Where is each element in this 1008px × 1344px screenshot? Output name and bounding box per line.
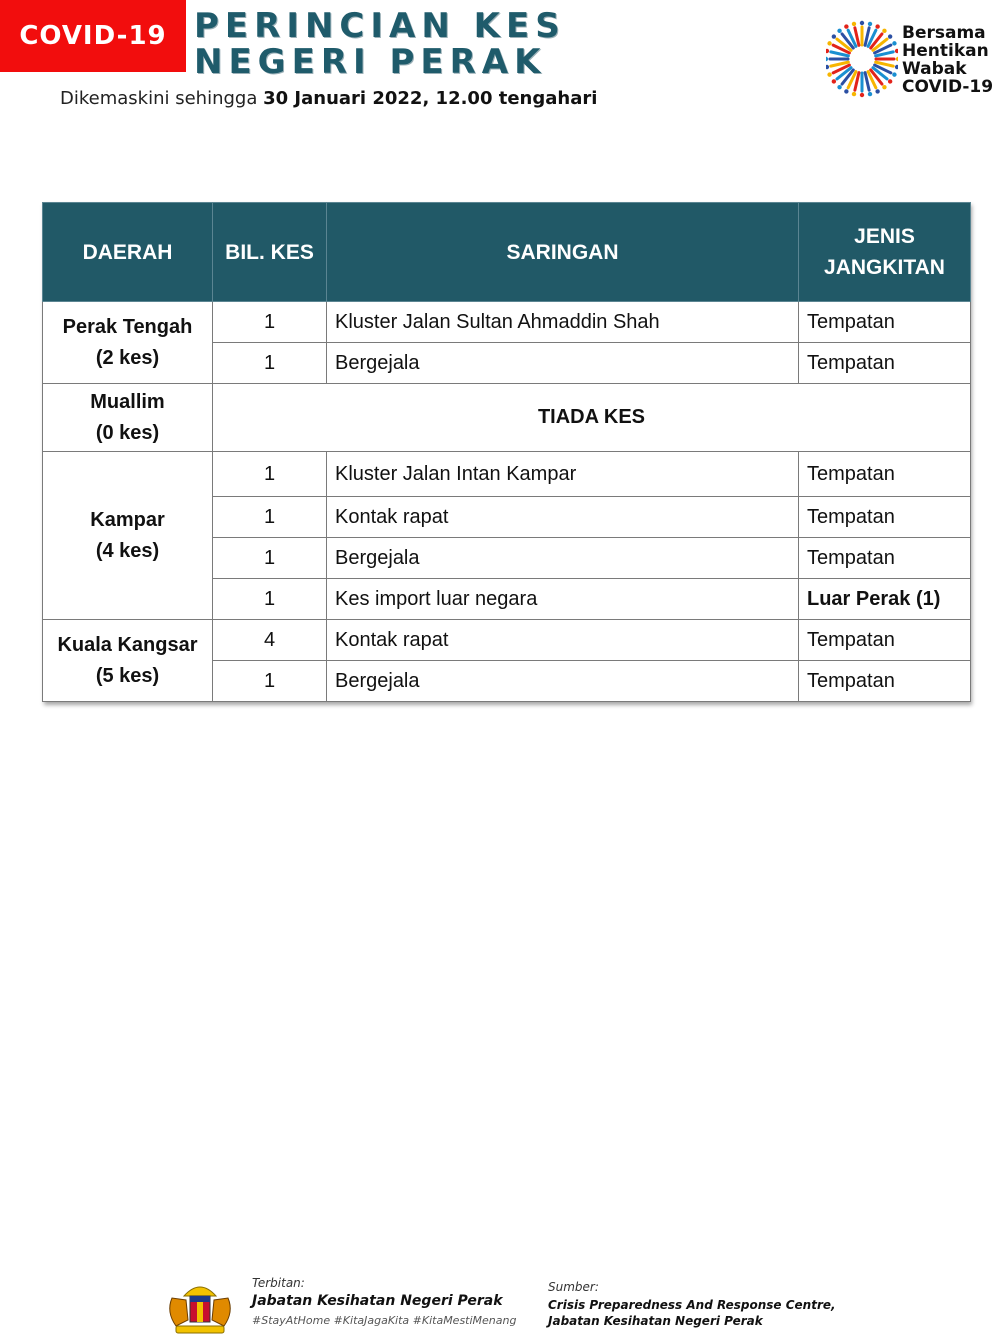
daerah-name: Kuala Kangsar	[57, 633, 198, 656]
terbitan-label: Terbitan:	[252, 1276, 305, 1290]
bil-kes-cell: 1	[213, 661, 327, 702]
page-title	[194, 8, 566, 80]
footer-hashtags: #StayAtHome #KitaJagaKita #KitaMestiMenang	[252, 1314, 517, 1327]
terbitan-org: Jabatan Kesihatan Negeri Perak	[252, 1293, 503, 1309]
daerah-kampar	[43, 452, 213, 620]
logo-line-1: Bersama	[902, 23, 986, 43]
update-subtitle	[60, 88, 597, 109]
saringan-cell: Kontak rapat	[327, 620, 799, 661]
jenis-cell: Tempatan	[799, 661, 971, 702]
case-table-container	[42, 202, 970, 702]
subtitle-date: 30 Januari 2022, 12.00 tengahari	[263, 88, 598, 109]
bil-kes-cell: 1	[213, 538, 327, 579]
daerah-muallim	[43, 384, 213, 452]
daerah-count: (2 kes)	[95, 346, 160, 369]
daerah-kuala-kangsar	[43, 620, 213, 702]
saringan-cell: Kluster Jalan Sultan Ahmaddin Shah	[327, 302, 799, 343]
bil-kes-cell: 1	[213, 579, 327, 620]
daerah-name: Kampar	[90, 508, 165, 531]
bersama-hentikan-logo	[826, 18, 996, 100]
logo-line-2: Hentikan	[902, 41, 989, 61]
case-table	[42, 202, 971, 702]
jenis-cell: Tempatan	[799, 497, 971, 538]
daerah-name: Perak Tengah	[62, 315, 193, 338]
table-row	[43, 302, 971, 343]
jenis-cell: Tempatan	[799, 538, 971, 579]
sumber-label: Sumber:	[548, 1280, 599, 1294]
subtitle-prefix: Dikemaskini sehingga	[60, 88, 264, 109]
jenis-cell: Tempatan	[799, 620, 971, 661]
bil-kes-cell: 1	[213, 452, 327, 497]
daerah-count: (5 kes)	[95, 664, 160, 687]
header-bil-kes: BIL. KES	[213, 203, 327, 302]
tiada-kes-cell: TIADA KES	[213, 384, 971, 452]
jenis-cell: Luar Perak (1)	[799, 579, 971, 620]
saringan-cell: Kontak rapat	[327, 497, 799, 538]
covid-badge: COVID-19	[0, 0, 186, 72]
jenis-cell: Tempatan	[799, 452, 971, 497]
footer-terbitan	[252, 1276, 516, 1327]
bil-kes-cell: 1	[213, 302, 327, 343]
title-line-1: PERINCIAN KES	[194, 6, 566, 46]
saringan-cell: Bergejala	[327, 343, 799, 384]
title-line-2: NEGERI PERAK	[194, 42, 547, 82]
logo-text	[902, 24, 993, 96]
daerah-perak-tengah	[43, 302, 213, 384]
sunburst-icon	[826, 18, 898, 100]
sumber-line-2: Jabatan Kesihatan Negeri Perak	[548, 1314, 763, 1328]
footer-sumber	[548, 1280, 836, 1329]
saringan-cell: Kluster Jalan Intan Kampar	[327, 452, 799, 497]
daerah-name: Muallim	[90, 390, 165, 413]
header-jenis-line-1: JENIS	[854, 225, 915, 248]
daerah-count: (0 kes)	[95, 421, 160, 444]
table-row	[43, 384, 971, 452]
table-row	[43, 452, 971, 497]
bil-kes-cell: 1	[213, 343, 327, 384]
logo-line-4: COVID-19	[902, 77, 994, 97]
logo-line-3: Wabak	[902, 59, 967, 79]
header-daerah: DAERAH	[43, 203, 213, 302]
sumber-line-1: Crisis Preparedness And Response Centre,	[548, 1298, 836, 1312]
bil-kes-cell: 4	[213, 620, 327, 661]
header-jenis-jangkitan	[799, 203, 971, 302]
saringan-cell: Kes import luar negara	[327, 579, 799, 620]
saringan-cell: Bergejala	[327, 538, 799, 579]
jata-negara-emblem-icon	[162, 1276, 238, 1338]
bil-kes-cell: 1	[213, 497, 327, 538]
table-header-row	[43, 203, 971, 302]
table-row	[43, 620, 971, 661]
daerah-count: (4 kes)	[95, 539, 160, 562]
header-saringan: SARINGAN	[327, 203, 799, 302]
jenis-cell: Tempatan	[799, 343, 971, 384]
jenis-cell: Tempatan	[799, 302, 971, 343]
saringan-cell: Bergejala	[327, 661, 799, 702]
header-jenis-line-2: JANGKITAN	[824, 256, 945, 279]
